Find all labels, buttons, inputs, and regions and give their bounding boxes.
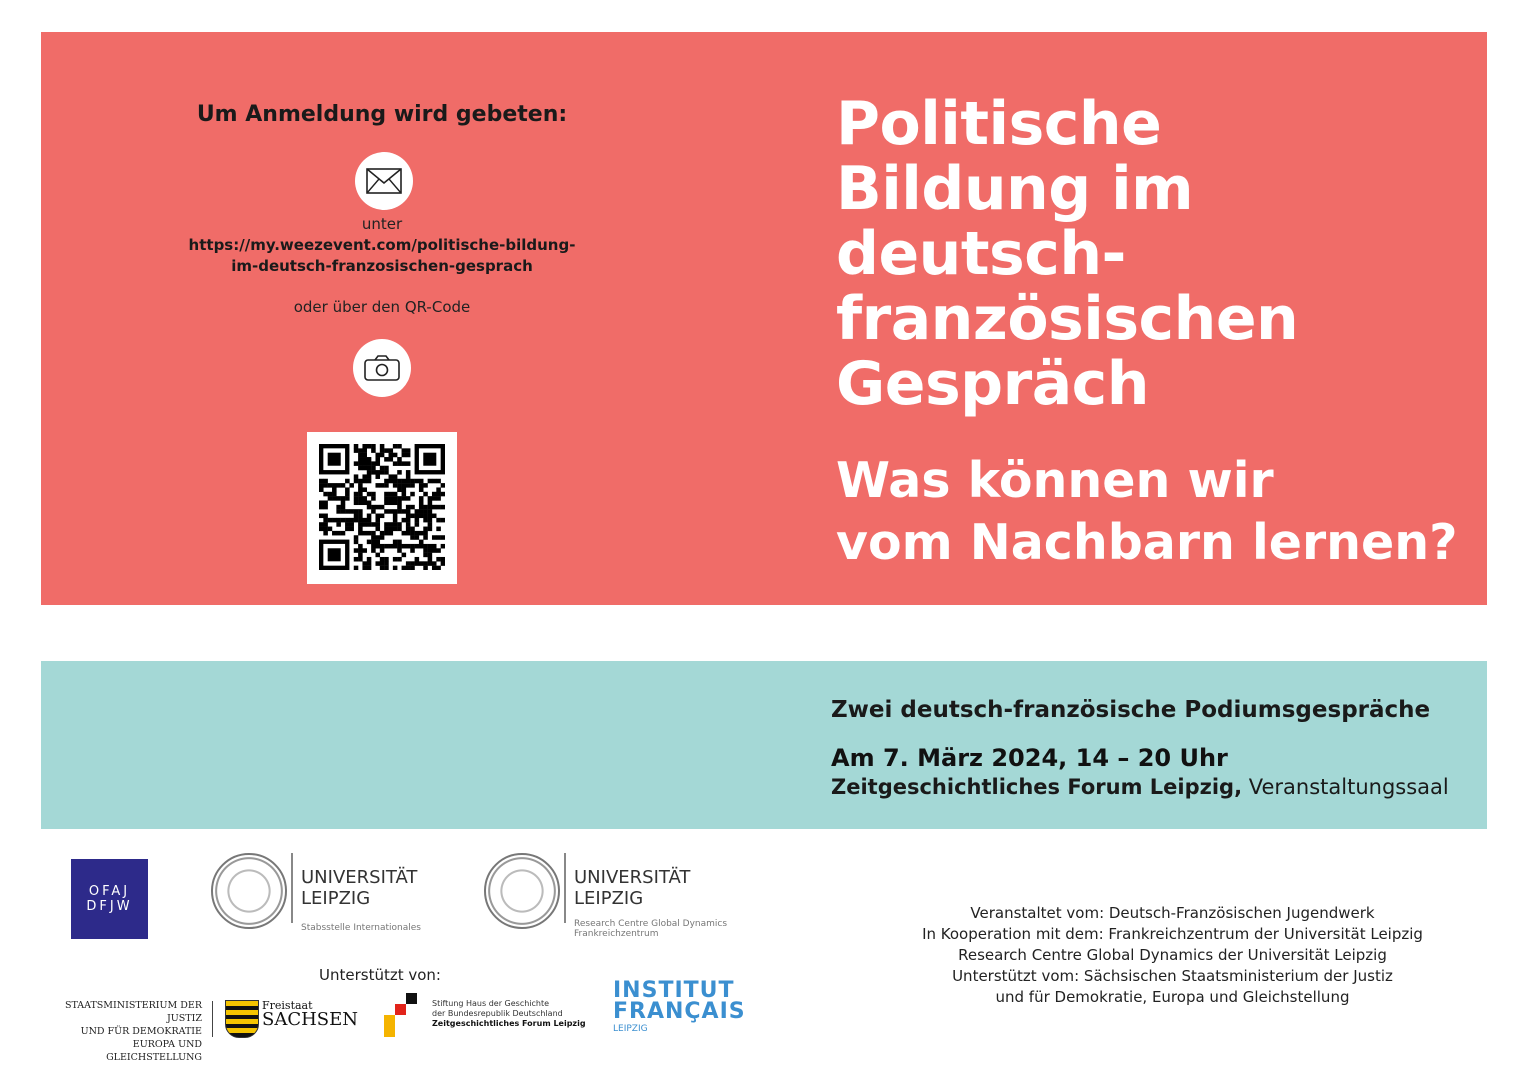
qr-code[interactable] — [307, 432, 457, 584]
sachsen-big-text: SACHSEN — [262, 1009, 359, 1030]
registration-title: Um Anmeldung wird gebeten: — [196, 102, 568, 127]
hdg-line-2: der Bundesrepublik Deutschland — [432, 1009, 563, 1018]
event-date: Am 7. März 2024, 14 – 20 Uhr — [831, 744, 1228, 772]
sachsen-crest-icon — [225, 1000, 259, 1038]
stmin-line-3: EUROPA UND GLEICHSTELLUNG — [106, 1039, 202, 1063]
venue-room: Veranstaltungssaal — [1248, 775, 1449, 799]
hdg-square-icon — [406, 993, 417, 1004]
organizer-credits — [880, 903, 1465, 1008]
university-department: Stabsstelle Internationales — [301, 923, 421, 933]
support-label: Unterstützt von: — [319, 966, 441, 984]
stmin-line-2: UND FÜR DEMOKRATIE — [80, 1026, 202, 1037]
if-line-1: INSTITUT — [613, 978, 735, 1003]
university-name — [574, 867, 690, 909]
hdg-square-icon — [384, 1026, 395, 1037]
sachsen-small-text: Freistaat — [262, 999, 313, 1012]
registration-url-line-1: https://my.weezevent.com/politische-bildung- — [188, 236, 576, 254]
institut-francais-city: LEIPZIG — [613, 1024, 648, 1034]
university-name — [301, 867, 417, 909]
event-subtitle — [836, 450, 1476, 574]
credit-line: Unterstützt vom: Sächsischen Staatsministerium der Justiz — [952, 967, 1393, 985]
if-line-2: FRANÇAIS — [613, 999, 746, 1024]
credit-line: und für Demokratie, Europa und Gleichstellung — [995, 988, 1350, 1006]
credit-line: Research Centre Global Dynamics der Universität Leipzig — [958, 946, 1387, 964]
university-name-line-2: LEIPZIG — [574, 888, 644, 909]
logo-divider — [291, 853, 293, 923]
credit-line: In Kooperation mit dem: Frankreichzentrum der Universität Leipzig — [922, 925, 1423, 943]
hdg-square-icon — [395, 1004, 406, 1015]
university-department — [574, 919, 727, 939]
envelope-icon — [355, 152, 413, 210]
freistaat-sachsen-logo — [225, 999, 359, 1039]
title-line-5: Gespräch — [836, 349, 1149, 419]
ofaj-dfjw-logo — [71, 859, 148, 939]
event-title — [836, 89, 1456, 419]
event-heading: Zwei deutsch-französische Podiumsgespräche — [831, 697, 1431, 723]
hdg-text — [432, 999, 586, 1029]
haus-der-geschichte-logo — [384, 993, 584, 1037]
registration-link[interactable] — [186, 235, 578, 277]
hdg-line-3: Zeitgeschichtliches Forum Leipzig — [432, 1019, 586, 1028]
universitaet-leipzig-logo-internationales — [211, 853, 441, 949]
event-info-band — [41, 661, 1487, 829]
institut-francais-logo — [613, 978, 746, 1034]
hdg-square-icon — [384, 1015, 395, 1026]
ofaj-text: OFAJ — [88, 884, 131, 899]
university-name-line-1: UNIVERSITÄT — [301, 867, 418, 888]
title-line-3: deutsch- — [836, 219, 1126, 289]
qr-code-pattern — [319, 444, 445, 570]
university-name-line-2: LEIPZIG — [301, 888, 371, 909]
title-line-1: Politische — [836, 89, 1162, 159]
hdg-line-1: Stiftung Haus der Geschichte — [432, 999, 550, 1008]
dfjw-text: DFJW — [86, 899, 133, 914]
logo-divider — [212, 1001, 213, 1037]
title-line-4: französischen — [836, 284, 1299, 354]
university-name-line-1: UNIVERSITÄT — [574, 867, 691, 888]
universitaet-leipzig-logo-frankreichzentrum — [484, 853, 728, 949]
logo-divider — [564, 853, 566, 923]
university-seal-icon — [211, 853, 287, 929]
subtitle-line-2: vom Nachbarn lernen? — [836, 514, 1458, 571]
staatsministerium-logo — [40, 999, 202, 1064]
camera-icon — [353, 339, 411, 397]
venue-name: Zeitgeschichtliches Forum Leipzig, — [831, 775, 1243, 799]
institut-francais-name — [613, 978, 746, 1024]
qr-hint: oder über den QR-Code — [293, 298, 471, 316]
credit-line: Veranstaltet vom: Deutsch-Französischen Jugendwerk — [970, 904, 1375, 922]
department-line-1: Research Centre Global Dynamics — [574, 919, 728, 929]
registration-unter: unter — [361, 215, 403, 233]
university-seal-icon — [484, 853, 560, 929]
event-venue — [831, 775, 1449, 799]
title-line-2: Bildung im — [836, 154, 1194, 224]
stmin-line-1: STAATSMINISTERIUM DER JUSTIZ — [64, 1000, 202, 1024]
hero-section — [41, 32, 1487, 605]
subtitle-line-1: Was können wir — [836, 452, 1274, 509]
registration-url-line-2: im-deutsch-franzosischen-gesprach — [231, 257, 533, 275]
department-line-2: Frankreichzentrum — [574, 929, 659, 939]
